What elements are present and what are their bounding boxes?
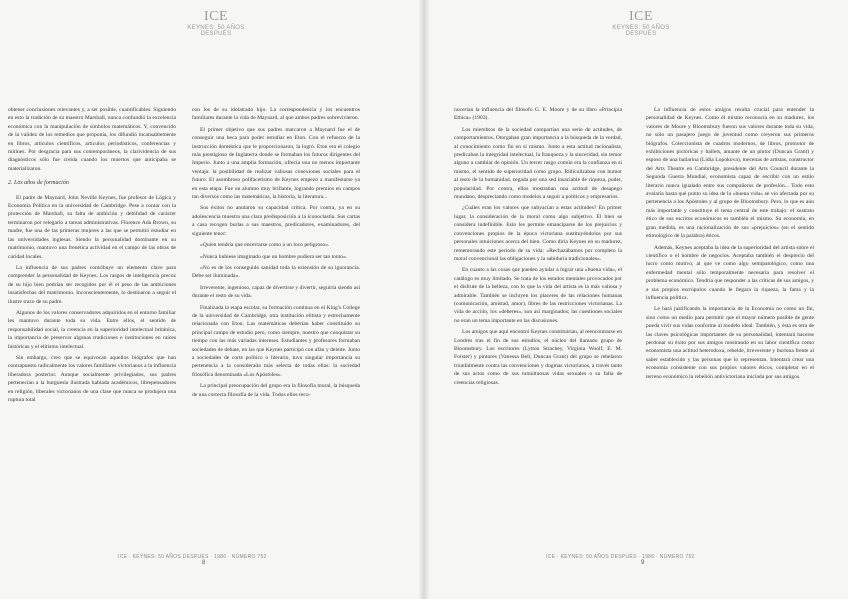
paragraph: El padre de Maynard, John Neville Keynes, fue profesor de Lógica y Economía Política en la universidad de Cambridge. Pese a contar con la protección de Marshall, su falta de ambición y debilidad de carácter terminaron por relegarlo a tareas administrativas. Florence Ada Brown, su madre, fue una de las primeras mujeres a las que se permitió estudiar en las universidades inglesas. Siendo la personalidad dominante en su matrimonio, mantuvo una frenética actividad en el campo de las obras de caridad locales. xyxy=(8,194,176,260)
paragraph: Le hará justificando la importancia de la Economía no como un fin, sino como un medio para permitir que el mayor número posible de gente pueda vivir sus vidas conforme al modelo ideal. También, y ésta es otra de las claves psicológicas importantes de su personalidad, intentará hacerse perdonar su éxito por sus amigos mostrando en su labor científica como economista una actitud heterodoxa, rebelde, irreverente y burlona frente al saber establecido y las personas que lo representan. Intentará crear una economía consistente con sus propios valores éticos, completar en el terreno económico la rebelión antivictoriana iniciada por sus amigos. xyxy=(646,306,814,380)
page-number: 8 xyxy=(202,560,206,566)
quote: «Quien tendría que encerrarse como a un loco peligroso». xyxy=(200,242,330,249)
page-footer: ICE · KEYNES: 50 AÑOS DESPUÉS · 1986 · NÚMERO 752 xyxy=(118,554,267,560)
paragraph: ¿Cuáles eran los valores que subyacían a estas actitudes? En primer lugar, la consideración de la moral como algo subjetivo. El bien se considera indefinible. Esto les permite emanciparse de los prejuicios y convenciones propios de la época victoriana sustituyéndolos por sus personales intuiciones acerca del bien. Como diría Keynes en su madurez, rememorando este periodo de su vida: «Rechazábamos por completo la moral convencional las obligaciones y la sabiduría tradicionales». xyxy=(454,205,622,262)
paragraph: Sus éxitos no anularon su capacidad crítica. Por contra, ya en su adolescencia muestra una clara predisposición a la iconoclastia. Sus cartas a casa recogen burlas a sus maestros, predicadores, examinadores, del siguiente tenor: xyxy=(192,205,360,237)
paragraph: En cuanto a las cosas que pueden ayudar a lograr una «buena vida», el catálogo es muy limitado. Se trata de los estados mentales provocados por el disfrute de la belleza, con lo que la vida del artista es la más valiosa y admirable. También se incluyen los placeres de las relaciones humanas (comunicación, amistad, amor), libres de las restricciones victorianas. La vida de acción, los «deberes», son así marginados; las cuestiones sociales no eran un tema importante en las discusiones. xyxy=(454,267,622,324)
paragraph: nocerían la influencia del filósofo G. E. Moore y de su libro «Principia Ethica» (1903). xyxy=(454,107,622,122)
paragraph: La influencia de estos amigos resulta crucial para entender la personalidad de Keynes. Como él mismo reconocía en su madurez, los valores de Moore y Bloomsbury fueron sus valores durante toda su vida, no sólo un pasajero juego de juventud como creyeron sus primeros biógrafos. Coleccionista de cuadros modernos, de libros, promotor de exhibiciones pictóricas y ballets, amante de un pintor (Duncan Grant) y esposo de una bailarina (Lidia Lopokova), mecenas de artistas, constructor del Arts Theatre en Cambridge, presidente del Arts Council durante la Segunda Guerra Mundial, economista capaz de escribir con un estilo literario nunca igualado entre sus compañeros de profesión... Todo esto avalaría hasta qué punto su idea de la «buena vida» se vio afectada por su pertenencia a los Apóstoles y al grupo de Bloomsbury. Pero, lo que es aún más importante y constituye el tema central de este trabajo: el sustrato ético de sus escritos económicos es también el mismo. Su economía, en gran medida, es una racionalización de sus «prejuicios» (en el sentido etimológico de la palabra) éticos. xyxy=(646,107,814,240)
paragraph: con los de su idolatrado hijo. La correspondencia y los encuentros familiares durante la vida de Maynard, al que ambos padres sobrevivieron. xyxy=(192,107,360,122)
quote: «Nunca hubiese imaginado que un hombre pudiera ser tan tonto». xyxy=(200,253,348,260)
paragraph: El primer objetivo que sus padres marcaron a Maynard fue el de conseguir una beca para poder estudiar en Eton. Con el refuerzo de la instrucción doméstica que le proporcionaron, la logró. Eton era el colegio más prestigioso de Inglaterra donde se formaban los futuros dirigentes del Imperio. Junto a una amplia formación, ofrecía una no menos importante ventaja: la posibilidad de realizar valiosas conexiones sociales para el futuro. El asombroso polifacetismo de Keynes empezó a manifestarse ya en esta etapa. Fue un alumno muy brillante, logrando premios en campos tan diversos como las matemáticas, la historia, la literatura... xyxy=(192,126,360,201)
paragraph: Además, Keynes aceptaba la idea de la superioridad del artista sobre el científico o el hombre de negocios. Aceptaba también el desprecio del lucro como motivo, al que ve como algo semipatológico, como una enfermedad mental sólo temporalmente necesaria para resolver el problema económico. Tendría que responder a las críticas de sus amigos, y a sus propios escrúpulos cuando le llegara la riqueza, la fama y la influencia política. xyxy=(646,244,814,301)
logo-mark: ICE xyxy=(628,9,654,24)
paragraph: La influencia de sus padres contribuye un elemento clave para comprender la personalidad de Keynes. Los rasgos de inteligencia precoz de su hijo bien podrían ser recogidos por él el peso de las ambiciones insatisfechas del matrimonio. Inconscientemente, lo destinaron a seguir el ilustre trazo de su padre. xyxy=(8,264,176,305)
right-column-2 xyxy=(646,106,814,384)
left-column-2 xyxy=(192,106,360,402)
paragraph: Finalizada la etapa escolar, su formación continua en el King's College de la universidad de Cambridge, otra institución elitista y estrechamente relacionada con Eton. Las matemáticas deberían haber constituido su principal campo de estudio pero, como siempre, nuestro que conquistar su tiempo con las más variadas intereses. Estudiantes y profesores formaban sociedades de debate, en las que Keynes participó con afán y deleite. Junto a sociedades de corte político o literario, tuvo singular importancia su pertenencia a la considerada más selecta de todas ellas: la sociedad filosófica denominada «Los Apóstoles». xyxy=(192,304,360,378)
paragraph: Algunos de los valores conservadores adquiridos en el entorno familiar les mantuvo durante toda su vida. Entre ellos, el sentido de responsabilidad social, la creencia en la superioridad intelectual británica, la importancia de preservar algunas tradiciones e instituciones en raíces históricas y el elitismo intelectual. xyxy=(8,309,176,350)
paragraph: La principal preocupación del grupo era la filosofía moral, la búsqueda de una correcta filosofía de la vida. Todos ellos reco- xyxy=(192,383,360,398)
quote: «No es de los conseguido sanidad toda la extensión de su ignorancia. Debe ser iluminada». xyxy=(192,264,360,280)
paragraph: obtener conclusiones relevantes y, a ser posible, cuantificables. Siguiendo en esto la tradición de su maestro Marshall, nunca confundió la excelencia económica con la manipulación de símbolos matemáticos. Y, convencido de la validez de los remedios que proponía, los difundió incansablemente en libros, artículos científicos, artículos periodísticos, conferencias y mítines. Por desgracia para sus contemporáneos, la clarividencia de sus diagnósticos sólo fue creída cuando los muertos que anticipaba se materializaron. xyxy=(8,107,176,172)
journal-logo xyxy=(176,10,256,37)
paragraph: Los amigos que aquí encontró Keynes constituirían, al reencontrarse en Londres tras el fin de sus estudios, el núcleo del llamado grupo de Bloomsbury. Los escritores (Lytton Strachey, Virginia Woolf, E. M. Forster) y pintores (Vanessa Bell, Duncan Grant) del grupo se rebelaron triunfalmente contra las convenciones y dogmas victorianos, a través tanto de sus actos como de sus tumultuosas vidas sexuales o su falta de creencias religiosas. xyxy=(454,329,622,386)
logo-subtitle: KEYNES: 50 AÑOS DESPUÉS xyxy=(612,25,670,37)
right-column-1 xyxy=(454,106,622,390)
page-footer: ICE · KEYNES: 50 AÑOS DESPUÉS · 1986 · NÚMERO 752 xyxy=(546,554,695,560)
right-page xyxy=(424,0,848,599)
book-gutter xyxy=(418,0,430,599)
paragraph: Sin embargo, creo que se equivocan aquellos biógrafos que han contrapuesto radicalmente los valores familiares victorianos a la influencia liberadora posterior. Aunque socialmente privilegiados, sus padres pertenecían a la burguesía ilustrada hablada académicos, librepensadores en religión, liberales victorianos de una clase que nunca se produjera una ruptura total xyxy=(8,354,176,403)
logo-subtitle: KEYNES: 50 AÑOS DESPUÉS xyxy=(187,25,245,37)
section-heading: 2. Los años de formación xyxy=(8,180,69,187)
logo-mark: ICE xyxy=(203,9,229,24)
page-number: 9 xyxy=(641,560,645,566)
left-column-1 xyxy=(8,106,176,407)
paragraph: Irreverente, ingenioso, capaz de divertirse y divertir, seguiría siendo así durante el resto de su vida. xyxy=(192,284,360,300)
journal-logo xyxy=(601,10,681,37)
paragraph: Los miembros de la sociedad compartían una serie de actitudes, de comportamientos. Otorgaban gran importancia a la búsqueda de la verdad, al conocimiento como fin en sí mismo. Junto a esta actitud racionalista, predicaban la integridad intelectual, la franqueza y la sinceridad, sin temor alguno a cambiar de opinión. Un tercer rasgo común era la confianza en sí mismo, el sentido de superioridad como grupo. Ridiculizaban con humor al resto de la humanidad, cegada por una sed insaciable de riqueza, poder, popularidad. Por contra, ellos mostraban una actitud de desapego mundano, despreciando como modelos a seguir a políticos y empresarios. xyxy=(454,126,622,201)
